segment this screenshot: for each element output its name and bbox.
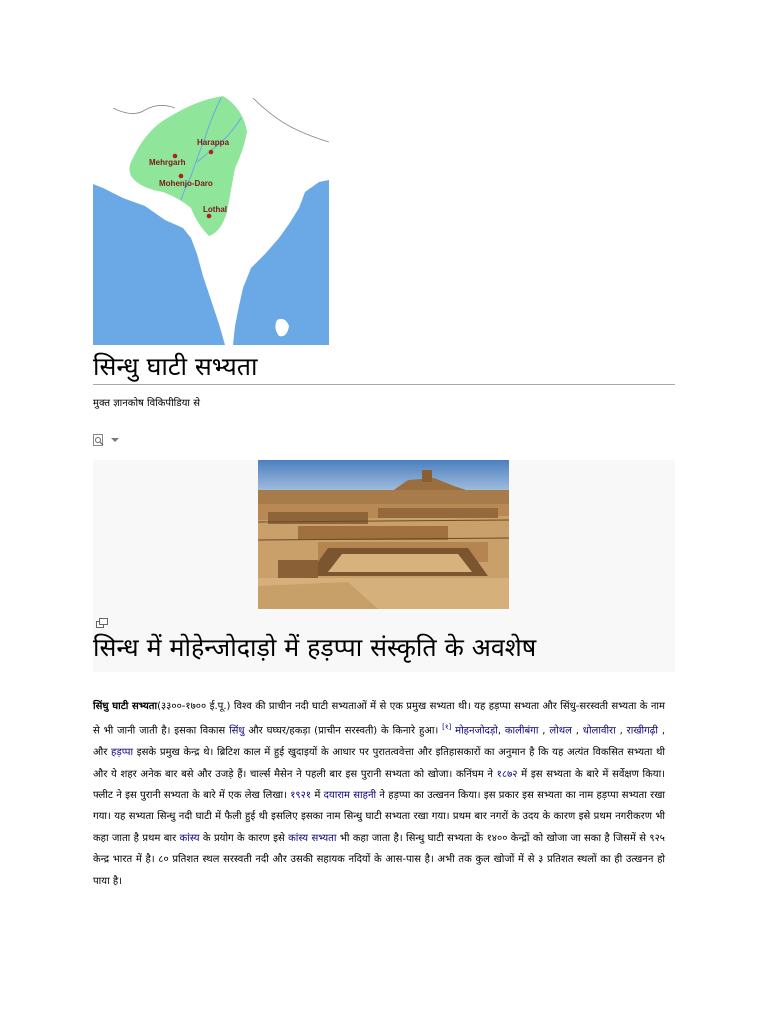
link-kansya-sabhyata[interactable]: कांस्य सभ्यता	[288, 832, 337, 844]
map-label-mohenjo-daro: Mohenjo-Daro	[159, 179, 213, 188]
link-rakhigarhi[interactable]: राखीगढ़ी	[626, 725, 658, 737]
thumbnail-figure	[93, 460, 675, 672]
text-span: इसके प्रमुख केन्द्र थे। ब्रिटिश काल में हुई खुदाइयों के आधार पर पुरातत्ववेत्ता और इतिहासकारों का अनुमान है कि यह अत्यंत विकसित सभ्यता थी और ये शहर अनेक बार बसे और उजड़े हैं। चार्ल्स मैसेन ने पहली बार इस पुरानी सभ्यता को खोजा। कनिंघम ने	[93, 747, 666, 780]
link-dayaram-sahni[interactable]: दयाराम साहनी	[323, 789, 377, 801]
text-span: ,	[497, 725, 505, 737]
page-tools-icon[interactable]	[93, 432, 123, 446]
link-mohenjodaro[interactable]: मोहनजोदड़ो	[455, 725, 498, 737]
text-span: और घघ्घर/हकड़ा (प्राचीन सरस्वती) के किनारे हुआ।	[244, 725, 439, 737]
text-span: में इस सभ्यता के बारे में सर्वेक्षण किया। फ्लीट ने इस पुरानी सभ्यता के बारे में एक लेख लिखा।	[93, 768, 665, 801]
text-span: भी कहा जाता है। सिन्धु घाटी सभ्यता के १४०० केन्द्रों को खोजा जा सका है जिसमें से ९२५ केन्द्र भारत में है। ८० प्रतिशत स्थल सरस्वती नदी और उसकी सहायक नदियों के आस-पास है। अभी तक	[93, 832, 665, 866]
text-span: में	[311, 789, 324, 801]
text-span: कुल खोजों में से ३ प्रतिशत स्थलों का ही उत्खनन हो पाया है।	[93, 854, 665, 887]
text-span: , और	[93, 725, 666, 759]
link-harappa[interactable]: हड़प्पा	[111, 747, 134, 759]
lothal-site-dot	[207, 214, 212, 219]
link-sindhu[interactable]: सिंधु	[229, 725, 245, 737]
chevron-down-icon	[111, 438, 119, 442]
map-label-harappa: Harappa	[197, 138, 230, 147]
harappa-site-dot	[209, 150, 214, 155]
text-span: ने हड़प्पा का उत्खनन किया। इस प्रकार इस सभ्यता का नाम हड़प्पा सभ्यता रखा गया। यह सभ्यता सिन्धु नदी घाटी में फैली हुई थी इसलिए इसका नाम सिन्धु घाटी सभ्यता रखा गया। प्रथम बार नगरों के उदय के कारण इसे प्रथम नगरीकरण भी कहा जाता है प्रथम बार	[93, 789, 665, 844]
indus-valley-map	[93, 88, 329, 345]
text-span: ,	[571, 725, 583, 737]
page-title: सिन्धु घाटी सभ्यता	[93, 352, 258, 381]
text-span: ,	[538, 725, 550, 737]
link-dholavira[interactable]: धोलावीरा	[582, 725, 616, 737]
title-divider	[93, 384, 675, 385]
mohenjo-daro-site-dot	[179, 174, 184, 179]
map-label-lothal: Lothal	[203, 205, 227, 214]
text-span: (३३००-१७०० ई.पू.) विश्व की प्राचीन नदी घाटी सभ्यताओं में से एक प्रमुख सभ्यता थी। यह हड़प्पा सभ्यता और सिंधु-सरस्वती सभ्यता के नाम से भी जानी जाती है। इसका विकास	[93, 701, 666, 737]
text-span: ,	[615, 725, 627, 737]
enlarge-icon[interactable]	[96, 613, 108, 623]
link-lothal[interactable]: लोथल	[549, 725, 572, 737]
link-kansya[interactable]: कांस्य	[179, 832, 200, 844]
link-1872[interactable]: १८७२	[496, 768, 518, 780]
mohenjo-daro-ruins-photo[interactable]	[258, 460, 509, 609]
map-label-mehrgarh: Mehrgarh	[149, 158, 186, 167]
link-1921[interactable]: १९२१	[290, 789, 312, 801]
figure-caption: सिन्ध में मोहेन्जोदाड़ो में हड़प्पा संस्कृति के अवशेष	[93, 633, 537, 662]
link-kalibanga[interactable]: कालीबंगा	[504, 725, 539, 737]
article-paragraph	[93, 696, 665, 892]
site-subtitle: मुक्त ज्ञानकोष विकिपीडिया से	[93, 398, 200, 409]
text-span: के प्रयोग के कारण इसे	[199, 832, 289, 844]
article-bold-title: सिंधु घाटी सभ्यता	[93, 701, 158, 712]
reference-1[interactable]: [१]	[442, 723, 452, 732]
